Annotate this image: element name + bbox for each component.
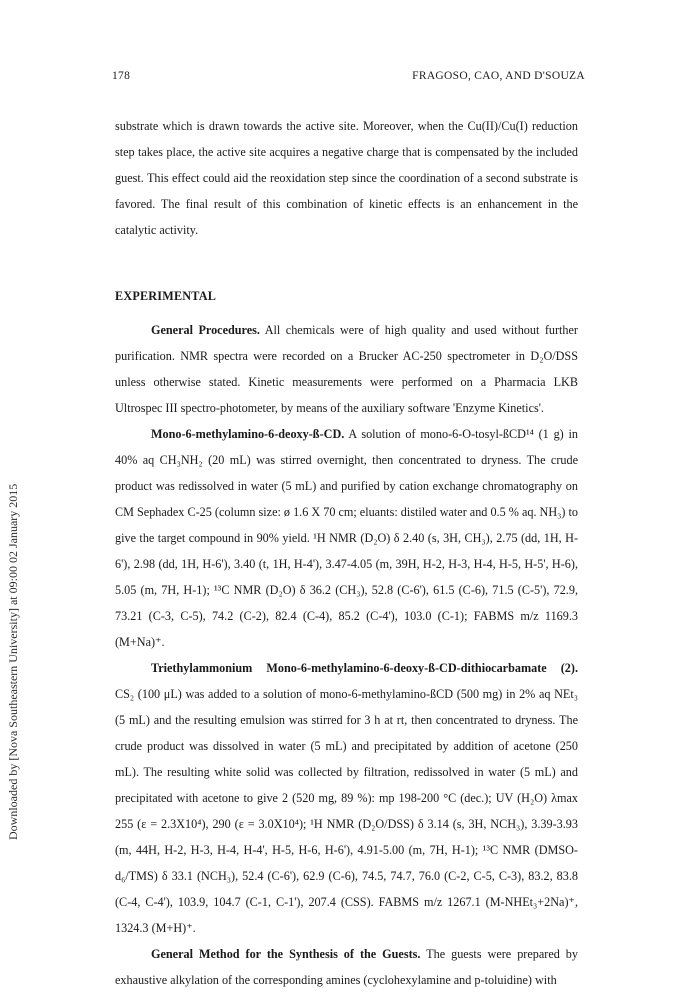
paragraph-heading: General Procedures. bbox=[151, 323, 260, 337]
paragraph-heading: General Method for the Synthesis of the Guests. bbox=[151, 947, 421, 961]
paragraph-heading: Mono-6-methylamino-6-deoxy-ß-CD. bbox=[151, 427, 345, 441]
paragraph-text: CS₂ (100 μL) was added to a solution of mono-6-methylamino-ßCD (500 mg) in 2% aq NEt₃ (5 mL) and the resulting emulsion was stirred for 3 h at rt, then concentrated to dryness. The crude product was dissolved in water (5 mL) and precipitated by addition of acetone (250 mL). The resulting white solid was collected by filtration, redissolved in water (5 mL) and precipitated with acetone to give 2 (520 mg, 89 %): mp 198-200 °C (dec.); UV (H₂O) λmax 255 (ε = 2.3X10⁴), 290 (ε = 3.0X10⁴); ¹H NMR (D₂O/DSS) δ 3.14 (s, 3H, NCH₃), 3.39-3.93 (m, 44H, H-2, H-3, H-4, H-4', H-5, H-6, H-6'), 4.91-5.00 (m, 7H, H-1); ¹³C NMR (DMSO-d₆/TMS) δ 33.1 (NCH₃), 52.4 (C-6'), 62.9 (C-6), 74.5, 74.7, 76.0 (C-2, C-5, C-3), 83.2, 83.8 (C-4, C-4'), 103.9, 104.7 (C-1, C-1'), 207.4 (CSS). FABMS m/z 1267.1 (M-NHEt₃+2Na)⁺, 1324.3 (M+H)⁺. bbox=[115, 687, 578, 935]
paragraph-guest-synthesis bbox=[115, 941, 578, 993]
running-title-authors: FRAGOSO, CAO, AND D'SOUZA bbox=[412, 70, 585, 82]
paragraph-text: A solution of mono-6-O-tosyl-ßCD¹⁴ (1 g) in 40% aq CH₃NH₂ (20 mL) was stirred overnight, then concentrated to dryness. The crude product was redissolved in water (5 mL) and purified by cation exchange chromatography on CM Sephadex C-25 (column size: ø 1.6 X 70 cm; eluants: distiled water and 0.5 % aq. NH₃) to give the target compound in 90% yield. ¹H NMR (D₂O) δ 2.40 (s, 3H, CH₃), 2.75 (dd, 1H, H-6'), 2.98 (dd, 1H, H-6'), 3.40 (t, 1H, H-4'), 3.47-4.05 (m, 39H, H-2, H-3, H-4, H-5, H-5', H-6), 5.05 (m, 7H, H-1); ¹³C NMR (D₂O) δ 36.2 (CH₃), 52.8 (C-6'), 61.5 (C-6), 71.5 (C-5'), 72.9, 73.21 (C-3, C-5), 74.2 (C-2), 82.4 (C-4), 85.2 (C-4'), 103.0 (C-1); FABMS m/z 1169.3 (M+Na)⁺. bbox=[115, 427, 578, 649]
paragraph-text: All chemicals were of high quality and used without further purification. NMR spectra were recorded on a Brucker AC-250 spectrometer in D₂O/DSS unless otherwise stated. Kinetic measurements were performed on a Pharmacia LKB Ultrospec III spectro-photometer, by means of the auxiliary software 'Enzyme Kinetics'. bbox=[115, 323, 578, 415]
paragraph-text: The guests were prepared by exhaustive alkylation of the corresponding amines (cyclohexylamine and p-toluidine) with bbox=[115, 947, 578, 987]
section-heading-experimental: EXPERIMENTAL bbox=[115, 289, 217, 303]
download-watermark: Downloaded by [Nova Southeastern University] at 09:00 02 January 2015 bbox=[6, 483, 20, 840]
paragraph-dithiocarbamate bbox=[115, 655, 578, 941]
intro-paragraph: substrate which is drawn towards the active site. Moreover, when the Cu(II)/Cu(I) reduction step takes place, the active site acquires a negative charge that is compensated by the included guest. This effect could aid the reoxidation step since the coordination of a second substrate is favored. The final result of this combination of kinetic effects is an enhancement in the catalytic activity. bbox=[115, 119, 578, 237]
page-number: 178 bbox=[112, 70, 131, 82]
paragraph-heading: Triethylammonium Mono-6-methylamino-6-deoxy-ß-CD-dithiocarbamate (2). bbox=[151, 661, 578, 675]
article-body bbox=[115, 113, 578, 993]
paragraph-general-procedures bbox=[115, 317, 578, 421]
paragraph-methylamino-cd bbox=[115, 421, 578, 655]
